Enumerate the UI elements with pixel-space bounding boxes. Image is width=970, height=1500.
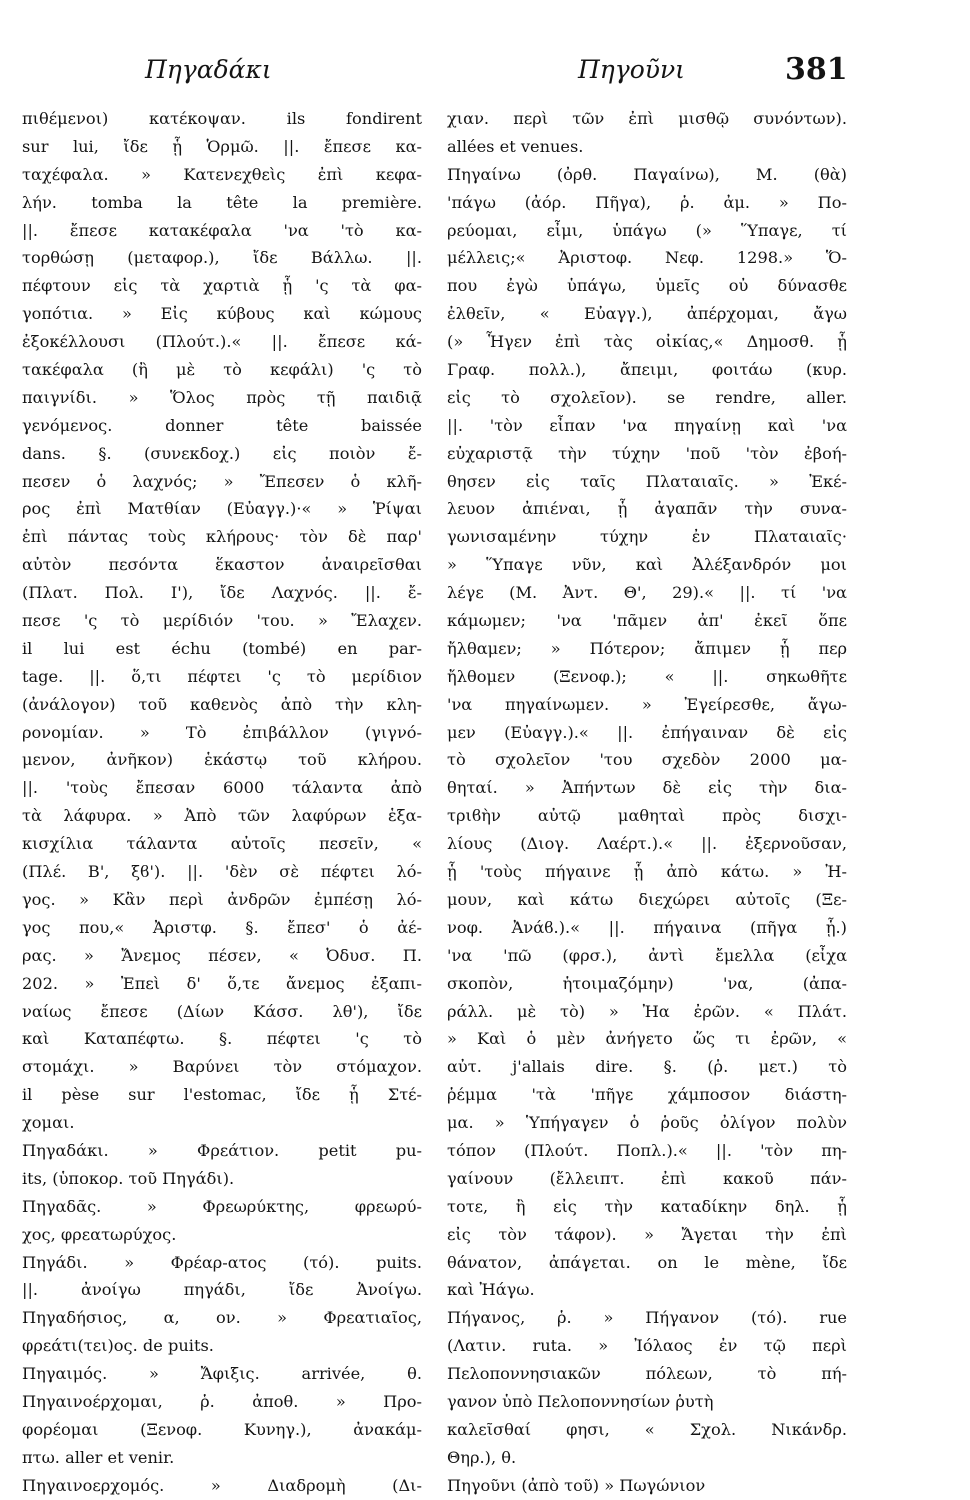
text-line: ||. ἔπεσε κατακέφαλα 'να 'τὸ κα- — [22, 220, 422, 240]
text-line: τὸ σχολεῖον 'του σχεδὸν 2000 μα- — [447, 750, 847, 770]
text-line: ἐλθεῖν, « Εὐαγγ.), ἀπέρχομαι, ἄγω — [447, 304, 847, 324]
text-line: Πηγαδάκι. » Φρεάτιον. petit pu- — [22, 1140, 422, 1160]
text-line: » Ὕπαγε νῦν, καὶ Ἀλέξανδρόν μοι — [447, 555, 847, 575]
text-line: θηταί. » Ἀπήντων δὲ εἰς τὴν δια- — [447, 778, 847, 798]
text-line: sur lui, ἴδε ᾗ Ὁρμῶ. ||. ἔπεσε κα- — [22, 136, 422, 156]
text-line: Πηγαδᾶς. » Φρεωρύκτης, φρεωρύ- — [22, 1196, 422, 1216]
text-line: Πήγανος, ῥ. » Πήγανον (τό). rue — [447, 1308, 847, 1328]
text-line: θάνατον, ἀπάγεται. on le mène, ἴδε — [447, 1252, 847, 1272]
page-number: 381 — [785, 52, 848, 87]
text-line: » Καὶ ὁ μὲν ἀνήγετο ὥς τι ἐρῶν, « — [447, 1029, 847, 1049]
text-line: γωνισαμένην τύχην ἐν Πλαταιαῖς· — [447, 527, 847, 547]
text-line: dans. §. (συνεκδοχ.) εἰς ποιὸν ἔ- — [22, 443, 422, 463]
text-line: τοτε, ἢ εἰς τὴν καταδίκην δηλ. ᾗ — [447, 1196, 847, 1216]
text-line: its, (ὑποκορ. τοῦ Πηγάδι). — [22, 1168, 235, 1188]
text-line: καὶ Ἠάγω. — [447, 1280, 535, 1300]
text-line: il lui est échu (tombé) en par- — [22, 638, 422, 658]
text-line: τακέφαλα (ἢ μὲ τὸ κεφάλι) 'ς τὸ — [22, 360, 422, 380]
text-line: ταχέφαλα. » Κατενεχθεὶς ἐπὶ κεφα- — [22, 164, 422, 184]
text-line: (Πλατ. Πολ. Ι'), ἴδε Λαχνός. ||. ἔ- — [22, 583, 422, 603]
text-line: κισχίλια τάλαντα αὐτοῖς πεσεῖν, « — [22, 834, 422, 854]
text-line: λέγε (Μ. Ἀντ. Θ', 29).« ||. τί 'να — [447, 583, 847, 603]
text-line: ||. ἀνοίγω πηγάδι, ἴδε Ἀνοίγω. — [22, 1280, 422, 1300]
text-line: Γραφ. πολλ.), ἄπειμι, φοιτάω (κυρ. — [447, 360, 847, 380]
text-line: Πελοποννησιακῶν πόλεων, τὸ πή- — [447, 1364, 847, 1384]
text-line: τὰ λάφυρα. » Ἀπὸ τῶν λαφύρων ἑξα- — [22, 806, 422, 826]
text-line: Πηγαίνω (ὀρθ. Παγαίνω), Μ. (θὰ) — [447, 164, 847, 184]
text-line: στομάχι. » Βαρύνει τὸν στόμαχον. — [22, 1057, 422, 1077]
text-line: ||. 'τὸν εἶπαν 'να πηγαίνῃ καὶ 'να — [447, 415, 847, 435]
running-head-center: Πηγοῦνι — [578, 55, 685, 84]
text-line: ράλλ. μὲ τὸ) » Ἠα ἐρῶν. « Πλάτ. — [447, 1001, 847, 1021]
text-line: γος που,« Ἀριστφ. §. ἔπεσ' ὁ ἀέ- — [22, 917, 422, 937]
text-line: νοφ. Ἀνάϐ.).« ||. πήγαινα (πῆγα ᾗ.) — [447, 917, 847, 937]
text-line: γενόμενος. donner tête baissée — [22, 415, 422, 435]
text-line: αὐτ. j'allais dire. §. (ῥ. μετ.) τὸ — [447, 1057, 847, 1077]
text-line: μέλλεις;« Ἀριστοφ. Νεφ. 1298.» Ὅ- — [447, 248, 847, 268]
text-line: 'πάγω (ἀόρ. Πῆγα), ῥ. ἀμ. » Πο- — [447, 192, 847, 212]
text-line: μουν, καὶ κάτω διεχώρει αὐτοῖς (Ξε- — [447, 889, 847, 909]
text-line: παιγνίδι. » Ὅλος πρὸς τῇ παιδιᾷ — [22, 387, 422, 407]
text-line: Πηγάδι. » Φρέαρ-ατος (τό). puits. — [22, 1252, 422, 1272]
text-line: λευον ἀπιέναι, ᾗ ἀγαπᾶν τὴν συνα- — [447, 499, 847, 519]
right-column — [447, 105, 847, 1500]
text-line: μεν (Εὐαγγ.).« ||. ἐπήγαιναν δὲ εἰς — [447, 722, 847, 742]
text-line: κάμωμεν; 'να 'πᾶμεν ἀπ' ἐκεῖ ὅπε — [447, 611, 847, 631]
running-head-left: Πηγαδάκι — [145, 55, 272, 84]
text-line: ρεύομαι, εἶμι, ὑπάγω (» Ὕπαγε, τί — [447, 220, 847, 240]
text-line: il pèse sur l'estomac, ἴδε ᾗ Στέ- — [22, 1085, 422, 1105]
text-line: εὐχαριστᾷ τὴν τύχην 'ποῦ 'τὸν ἐβοή- — [447, 443, 847, 463]
text-line: καὶ Καταπέφτω. §. πέφτει 'ς τὸ — [22, 1029, 422, 1049]
text-line: 'να 'πῶ (φρσ.), ἀντὶ ἔμελλα (εἶχα — [447, 945, 847, 965]
text-line: πεσε 'ς τὸ μερίδιόν 'του. » Ἔλαχεν. — [22, 611, 422, 631]
text-line: ναίως ἔπεσε (Δίων Κάσσ. λθ'), ἴδε — [22, 1001, 422, 1021]
text-line: Πηγοῦνι (ἀπὸ τοῦ) » Πωγώνιον — [447, 1475, 706, 1495]
text-line: tage. ||. ὅ,τι πέφτει 'ς τὸ μερίδιον — [22, 666, 422, 686]
text-line: ἤλθαμεν; » Πότερον; ἄπιμεν ᾗ περ — [447, 638, 847, 658]
text-line: πτω. aller et venir. — [22, 1447, 175, 1467]
text-line: πιθέμενοι) κατέκοψαν. ils fondirent — [22, 109, 422, 128]
text-line: που ἐγὼ ὑπάγω, ὑμεῖς οὐ δύνασθε — [447, 276, 847, 296]
text-line: 202. » Ἐπεὶ δ' ὅ,τε ἄνεμος ἐξαπι- — [22, 973, 422, 993]
text-line: 'να πηγαίνωμεν. » Ἐγείρεσθε, ἄγω- — [447, 694, 847, 714]
text-line: γος. » Κἂν περὶ ἀνδρῶν ἐμπέσῃ λό- — [22, 889, 422, 909]
text-line: ρονομίαν. » Τὸ ἐπιβάλλον (γιγνό- — [22, 722, 422, 742]
text-line: ἤλθομεν (Ξενοφ.); « ||. σηκωθῆτε — [447, 666, 847, 686]
text-line: εἰς τὸ σχολεῖον). se rendre, aller. — [447, 387, 847, 407]
text-line: ἐξοκέλλουσι (Πλούτ.).« ||. ἔπεσε κά- — [22, 332, 422, 352]
text-line: φρεάτι(τει)ος. de puits. — [22, 1336, 214, 1356]
text-line: αὐτὸν πεσόντα ἕκαστον ἀναιρεῖσθαι — [22, 555, 422, 575]
text-line: (» Ἧγεν ἐπὶ τὰς οἰκίας,« Δημοσθ. ᾗ — [447, 332, 847, 352]
text-line: Πηγαινοερχομός. » Διαδρομὴ (Δι- — [22, 1475, 422, 1495]
text-line: τορθώσῃ (μεταφορ.), ἴδε Βάλλω. ||. — [22, 248, 422, 268]
text-line: μα. » Ὑπήγαγεν ὁ ῥοῦς ὀλίγον πολὺν — [447, 1113, 847, 1133]
text-line: καλεῖσθαί φησι, « Σχολ. Νικάνδρ. — [447, 1419, 847, 1439]
text-line: λίους (Διογ. Λαέρτ.).« ||. ἐξερνοῦσαν, — [447, 834, 847, 854]
text-line: τόπον (Πλούτ. Ποπλ.).« ||. 'τὸν πη- — [447, 1140, 847, 1160]
text-line: τριϐὴν αὐτῷ μαθηταὶ πρὸς δισχι- — [447, 806, 847, 826]
text-line: γοπότια. » Εἰς κύβους καὶ κώμους — [22, 304, 422, 324]
text-line: ρας. » Ἄνεμος πέσεν, « Ὀδυσ. Π. — [22, 945, 422, 965]
text-line: φορέομαι (Ξενοφ. Κυνηγ.), ἀνακάμ- — [22, 1419, 422, 1439]
left-column — [22, 105, 422, 1500]
text-line: (ἀνάλογον) τοῦ καθενὸς ἀπὸ τὴν κλη- — [22, 694, 422, 714]
text-line: ᾗ 'τοὺς πήγαινε ᾗ ἀπὸ κάτω. » Ἠ- — [447, 862, 847, 882]
text-line: γανον ὑπὸ Πελοποννησίων ῥυτὴ — [447, 1391, 714, 1411]
text-line: χιαν. περὶ τῶν ἐπὶ μισθῷ συνόντων). — [447, 109, 847, 128]
text-line: (Πλέ. Β', ξϐ'). ||. 'δὲν σὲ πέφτει λό- — [22, 862, 422, 882]
text-line: Πηγαδήσιος, α, ον. » Φρεατιαῖος, — [22, 1308, 422, 1328]
text-line: χομαι. — [22, 1113, 75, 1133]
text-line: λήν. tomba la tête la première. — [22, 192, 422, 212]
text-line: θησεν εἰς ταῖς Πλαταιαῖς. » Ἐκέ- — [447, 471, 847, 491]
text-line: allées et venues. — [447, 136, 584, 156]
text-line: εἰς τὸν τάφον). » Ἄγεται τὴν ἐπὶ — [447, 1224, 847, 1244]
text-line: (Λατιν. ruta. » Ἰόλαος ἐν τῷ περὶ — [447, 1336, 847, 1356]
text-line: πέφτουν εἰς τὰ χαρτιὰ ᾗ 'ς τὰ φα- — [22, 276, 422, 296]
text-line: Πηγαινοέρχομαι, ῥ. ἀποθ. » Προ- — [22, 1391, 422, 1411]
text-line: ||. 'τοὺς ἔπεσαν 6000 τάλαντα ἀπὸ — [22, 778, 422, 798]
text-line: γαίνουν (ἔλλειπτ. ἐπὶ κακοῦ πάν- — [447, 1168, 847, 1188]
text-line: σκοπὸν, ἡτοιμαζόμην) 'να, (ἀπα- — [447, 973, 847, 993]
text-line: χος, φρεατωρύχος. — [22, 1224, 177, 1244]
text-line: Θηρ.), θ. — [447, 1447, 517, 1467]
text-line: ῥέμμα 'τὰ 'πῆγε χάμποσον διάστη- — [447, 1085, 847, 1105]
text-line: Πηγαιμός. » Ἄφιξις. arrivée, θ. — [22, 1364, 422, 1384]
text-line: μενον, ἀνῆκον) ἑκάστῳ τοῦ κλήρου. — [22, 750, 422, 770]
text-line: πεσεν ὁ λαχνός; » Ἔπεσεν ὁ κλῆ- — [22, 471, 422, 491]
text-line: ρος ἐπὶ Ματθίαν (Εὐαγγ.)·« » Ῥίψαι — [22, 499, 422, 519]
text-line: ἐπὶ πάντας τοὺς κλήρους· τὸν δὲ παρ' — [22, 527, 422, 547]
